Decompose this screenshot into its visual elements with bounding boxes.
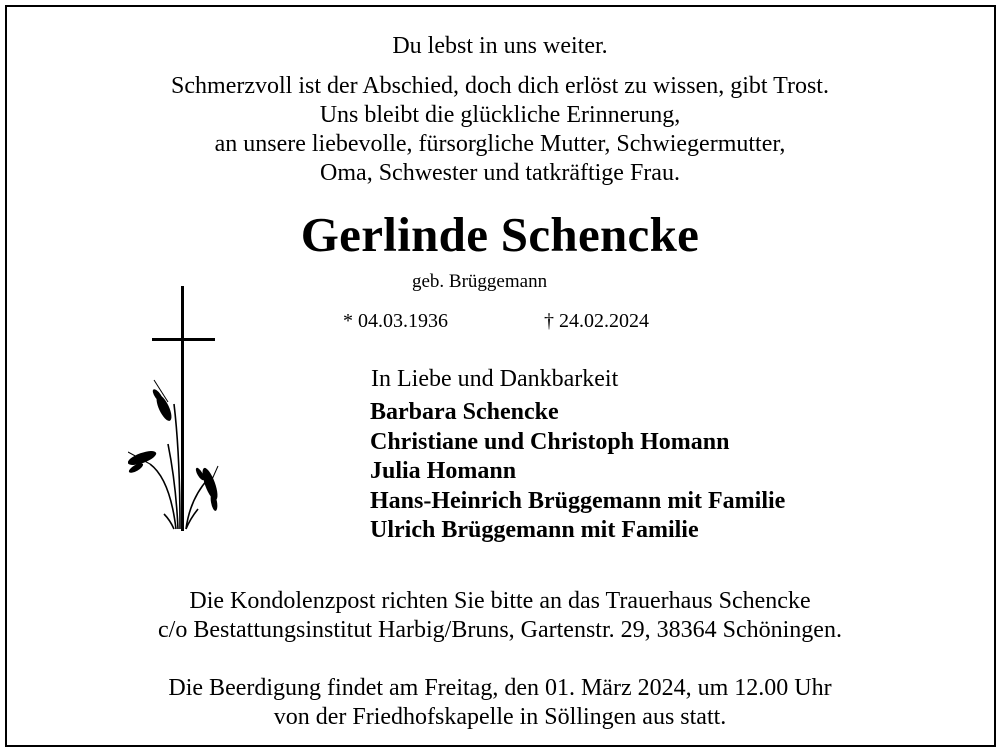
poem-line: an unsere liebevolle, fürsorgliche Mutter, Schwiegermutter, — [214, 131, 786, 157]
condolence-line: c/o Bestattungsinstitut Harbig/Bruns, Gartenstr. 29, 38364 Schöningen. — [158, 617, 842, 643]
birth-date: * 04.03.1936 — [343, 310, 448, 332]
dedication: In Liebe und Dankbarkeit — [371, 366, 619, 392]
mourners-list — [370, 398, 785, 546]
mourner: Christiane und Christoph Homann — [370, 428, 730, 455]
funeral-note — [0, 674, 1000, 732]
poem-line: Oma, Schwester und tatkräftige Frau. — [320, 160, 680, 186]
funeral-line: von der Friedhofskapelle in Söllingen aus statt. — [273, 704, 727, 730]
mourner: Julia Homann — [370, 458, 517, 484]
poem — [0, 72, 1000, 188]
funeral-line: Die Beerdigung findet am Freitag, den 01. März 2024, um 12.00 Uhr — [168, 675, 832, 701]
mourner: Ulrich Brüggemann mit Familie — [370, 517, 699, 543]
condolence-line: Die Kondolenzpost richten Sie bitte an das Trauerhaus Schencke — [189, 588, 811, 614]
death-date: † 24.02.2024 — [544, 310, 649, 332]
born-name: geb. Brüggemann — [412, 271, 548, 292]
condolence-note — [0, 587, 1000, 645]
mourner: Hans-Heinrich Brüggemann mit Familie — [370, 487, 786, 514]
deceased-name: Gerlinde Schencke — [300, 207, 700, 262]
poem-line: Schmerzvoll ist der Abschied, doch dich erlöst zu wissen, gibt Trost. — [171, 73, 829, 99]
poem-line: Uns bleibt die glückliche Erinnerung, — [319, 102, 681, 128]
cross-with-wheat-icon — [128, 284, 228, 544]
mourner: Barbara Schencke — [370, 399, 559, 425]
motto: Du lebst in uns weiter. — [392, 33, 608, 59]
